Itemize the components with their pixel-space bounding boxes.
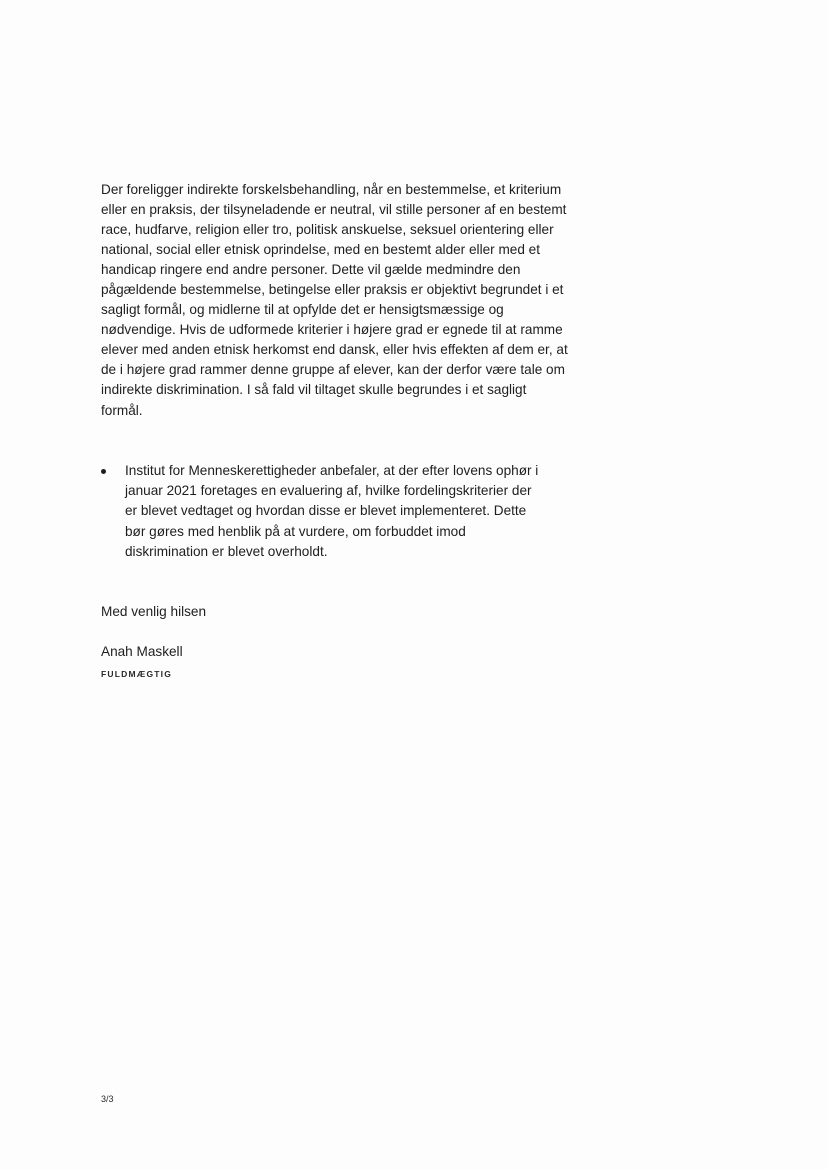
list-item-text: Institut for Menneskerettigheder anbefaler, at der efter lovens ophør i januar 2021 foretages en evaluering af, hvilke fordelingskriterier der er blevet vedtaget og hvordan disse er blevet implementeret. Dette bør gøres med henblik på at vurdere, om forbuddet imod diskrimination er blevet overholdt. (125, 463, 539, 559)
list-item (101, 461, 541, 562)
body-paragraph: Der foreligger indirekte forskelsbehandling, når en bestemmelse, et kriterium eller en praksis, der tilsyneladende er neutral, vil stille personer af en bestemt race, hudfarve, religion eller tro, politisk anskuelse, seksuel orientering eller national, social eller etnisk oprindelse, med en bestemt alder eller med et handicap ringere end andre personer. Dette vil gælde medmindre den pågældende bestemmelse, betingelse eller praksis er objektivt begrundet i et sagligt formål, og midlerne til at opfylde det er hensigtsmæssige og nødvendige. Hvis de udformede kriterier i højere grad er egnede til at ramme elever med anden etnisk herkomst end dansk, eller hvis effekten af dem er, at de i højere grad rammer denne gruppe af elever, kan der derfor være tale om indirekte diskrimination. I så fald vil tiltaget skulle begrundes i et sagligt formål. (101, 182, 568, 418)
closing-salutation: Med venlig hilsen (101, 604, 207, 619)
signature-name: Anah Maskell (101, 644, 183, 659)
bullet-icon (101, 469, 106, 474)
signature-title: FULDMÆGTIG (101, 669, 173, 679)
page-number: 3/3 (101, 1094, 114, 1104)
recommendation-list (101, 461, 541, 562)
